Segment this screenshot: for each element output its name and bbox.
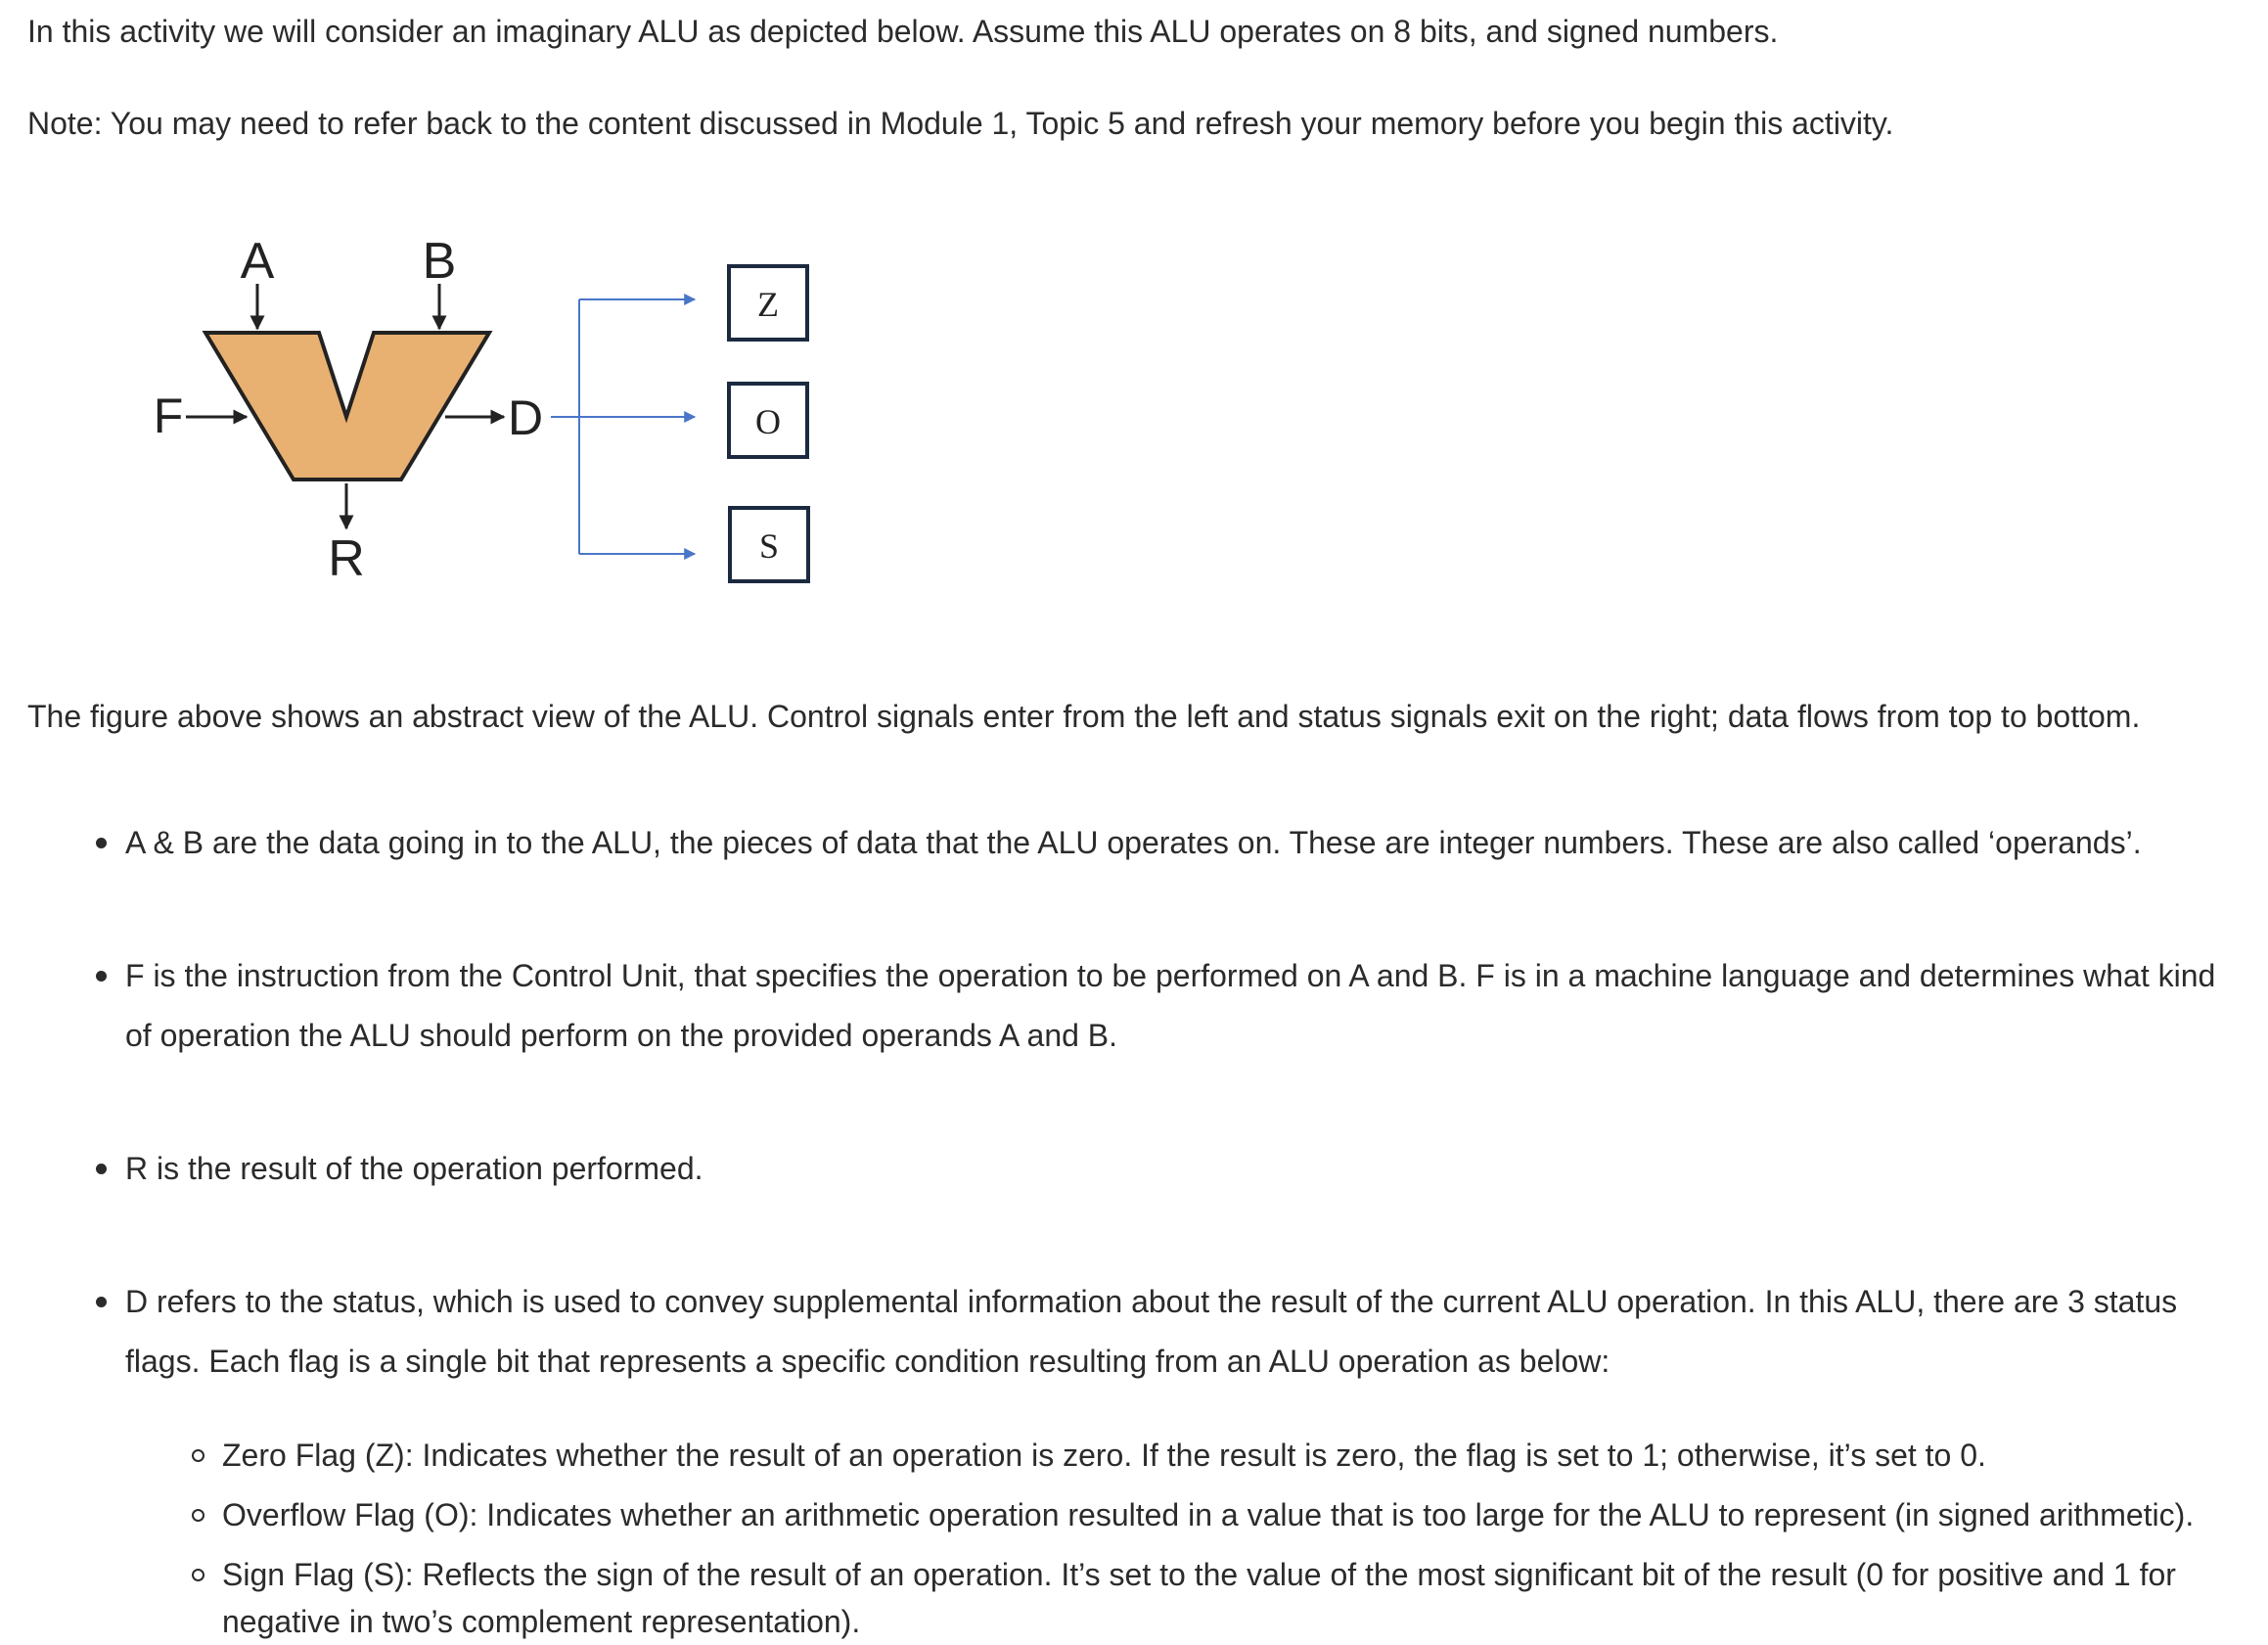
bullet-dot — [96, 971, 107, 982]
bullet-text-status: D refers to the status, which is used to convey supplemental information about the result of the current ALU operation. In this ALU, there are 3 status flags. Each flag is a single bit that represents a specific condition resulting from an ALU operation as below: — [125, 1284, 2178, 1379]
input-a-label: A — [240, 233, 275, 290]
flag-s-label: S — [758, 526, 780, 566]
result-r-label: R — [328, 530, 365, 587]
flag-text-zero: Zero Flag (Z): Indicates whether the result of an operation is zero. If the result is zero, the flag is set to 1; otherwise, it’s set to 0. — [222, 1438, 1986, 1473]
list-item — [125, 946, 2239, 1066]
sub-bullet-circle — [192, 1449, 204, 1462]
note-paragraph: Note: You may need to refer back to the content discussed in Module 1, Topic 5 and refresh your memory before you begin this activity. — [27, 106, 1894, 141]
control-f-label: F — [153, 388, 184, 443]
bullet-dot — [96, 838, 107, 848]
flag-list-item-overflow — [222, 1491, 2238, 1538]
flag-z-label: Z — [757, 285, 779, 324]
sub-bullet-circle — [192, 1509, 204, 1522]
input-b-label: B — [422, 233, 457, 290]
bullet-text-operands: A & B are the data going in to the ALU, the pieces of data that the ALU operates on. These are integer numbers. These are also called ‘operands’. — [125, 825, 2142, 860]
flag-list-item-zero — [222, 1432, 2238, 1479]
intro-paragraph: In this activity we will consider an imaginary ALU as depicted below. Assume this ALU operates on 8 bits, and signed numbers. — [27, 14, 1779, 49]
list-item — [125, 1139, 2239, 1199]
sub-bullet-circle — [192, 1569, 204, 1581]
alu-shape — [205, 333, 489, 480]
flag-o-label: O — [755, 402, 781, 441]
figure-description: The figure above shows an abstract view of the ALU. Control signals enter from the left and status signals exit on the right; data flows from top to bottom. — [27, 699, 2141, 734]
bullet-text-result: R is the result of the operation performed. — [125, 1151, 703, 1186]
bullet-dot — [96, 1297, 107, 1307]
bullet-dot — [96, 1164, 107, 1174]
list-item — [125, 1272, 2239, 1392]
flag-text-overflow: Overflow Flag (O): Indicates whether an arithmetic operation resulted in a value that is too large for the ALU to represent (in signed arithmetic). — [222, 1497, 2195, 1532]
flag-text-sign: Sign Flag (S): Reflects the sign of the result of an operation. It’s set to the value of the most significant bit of the result (0 for positive and 1 for negative in two’s complement representation). — [222, 1557, 2176, 1639]
list-item — [125, 813, 2239, 873]
status-d-label: D — [507, 390, 544, 445]
status-signal-lines — [551, 299, 695, 554]
alu-diagram — [137, 225, 841, 597]
bullet-text-instruction: F is the instruction from the Control Unit, that specifies the operation to be performed on A and B. F is in a machine language and determines what kind of operation the ALU should perform on the provided operands A and B. — [125, 958, 2216, 1053]
flag-list-item-sign — [222, 1551, 2238, 1645]
